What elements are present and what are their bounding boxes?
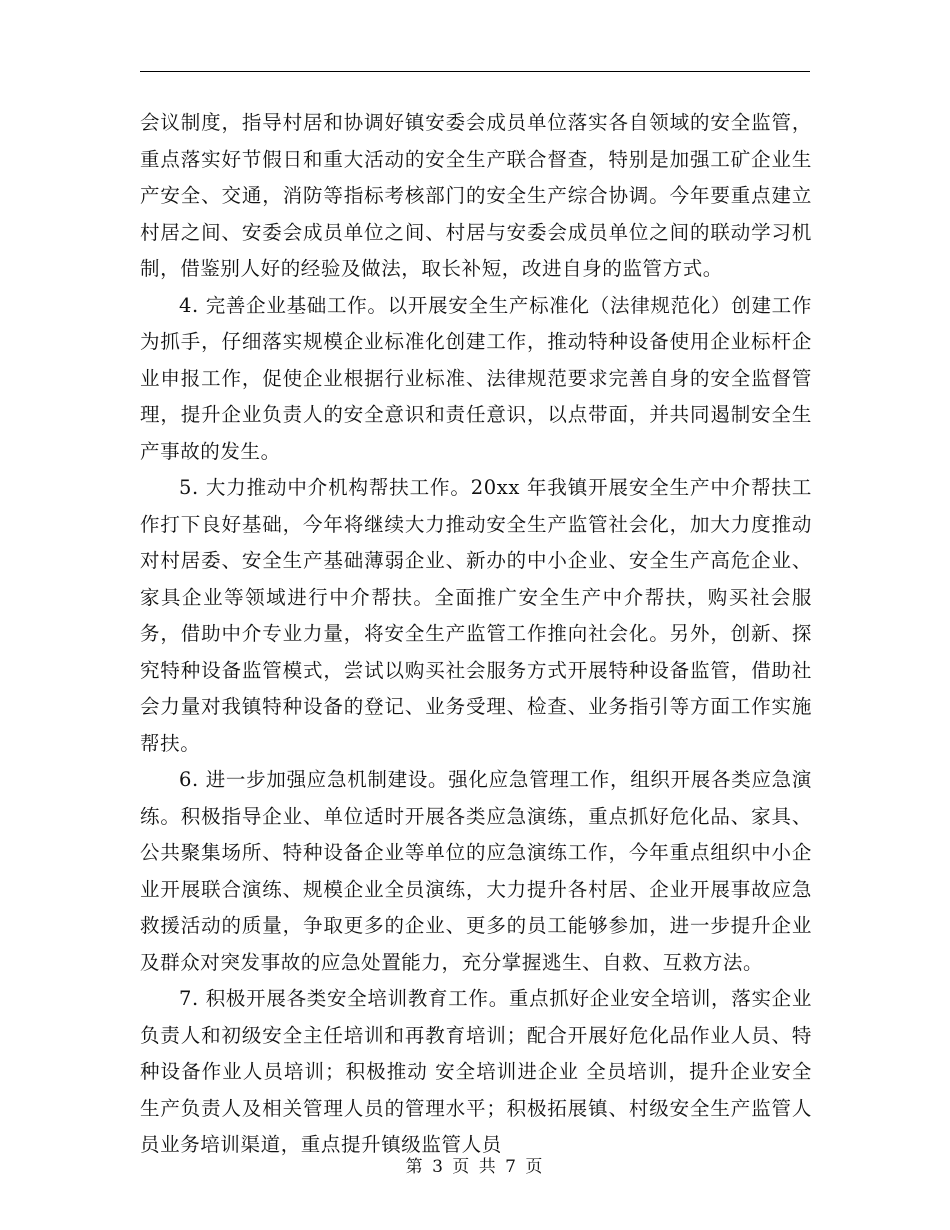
paragraph-item-5: 5. 大力推动中介机构帮扶工作。20xx 年我镇开展安全生产中介帮扶工作打下良好基础，今年将继续大力推动安全生产监管社会化，加大力度推动对村居委、安全生产基础薄弱企业、新办的中小企业、安全生产高危企业、家具企业等领域进行中介帮扶。全面推广安全生产中介帮扶，购买社会服务，借助中介专业力量，将安全生产监管工作推向社会化。另外，创新、探究特种设备监管模式，尝试以购买社会服务方式开展特种设备监管，借助社会力量对我镇特种设备的登记、业务受理、检查、业务指引等方面工作实施帮扶。 xyxy=(140,476,812,755)
paragraph-item-6: 6. 进一步加强应急机制建设。强化应急管理工作，组织开展各类应急演练。积极指导企业、单位适时开展各类应急演练，重点抓好危化品、家具、公共聚集场所、特种设备企业等单位的应急演练工作，今年重点组织中小企业开展联合演练、规模企业全员演练，大力提升各村居、企业开展事故应急救援活动的质量，争取更多的企业、更多的员工能够参加，进一步提升企业及群众对突发事故的应急处置能力，充分掌握逃生、自救、互救方法。 xyxy=(140,768,812,974)
paragraph-item-7: 7. 积极开展各类安全培训教育工作。重点抓好企业安全培训，落实企业负责人和初级安全主任培训和再教育培训；配合开展好危化品作业人员、特种设备作业人员培训；积极推动 安全培训进企业 全员培训，提升企业安全生产负责人及相关管理人员的管理水平；积极拓展镇、村级安全生产监管人员业务培训渠道，重点提升镇级监管人员 xyxy=(140,987,812,1156)
paragraph-continued: 会议制度，指导村居和协调好镇安委会成员单位落实各自领域的安全监管，重点落实好节假日和重大活动的安全生产联合督查，特别是加强工矿企业生产安全、交通，消防等指标考核部门的安全生产综合协调。今年要重点建立村居之间、安委会成员单位之间、村居与安委会成员单位之间的联动学习机制，借鉴别人好的经验及做法，取长补短，改进自身的监管方式。 xyxy=(140,111,812,280)
paragraph-item-4: 4. 完善企业基础工作。以开展安全生产标准化（法律规范化）创建工作为抓手，仔细落实规模企业标准化创建工作，推动特种设备使用企业标杆企业申报工作，促使企业根据行业标准、法律规范要求完善自身的安全监督管理，提升企业负责人的安全意识和责任意识，以点带面，并共同遏制安全生产事故的发生。 xyxy=(140,293,812,463)
header-rule xyxy=(140,71,810,72)
document-body xyxy=(140,105,812,1164)
page-number-footer: 第 3 页 共 7 页 xyxy=(405,1157,545,1177)
